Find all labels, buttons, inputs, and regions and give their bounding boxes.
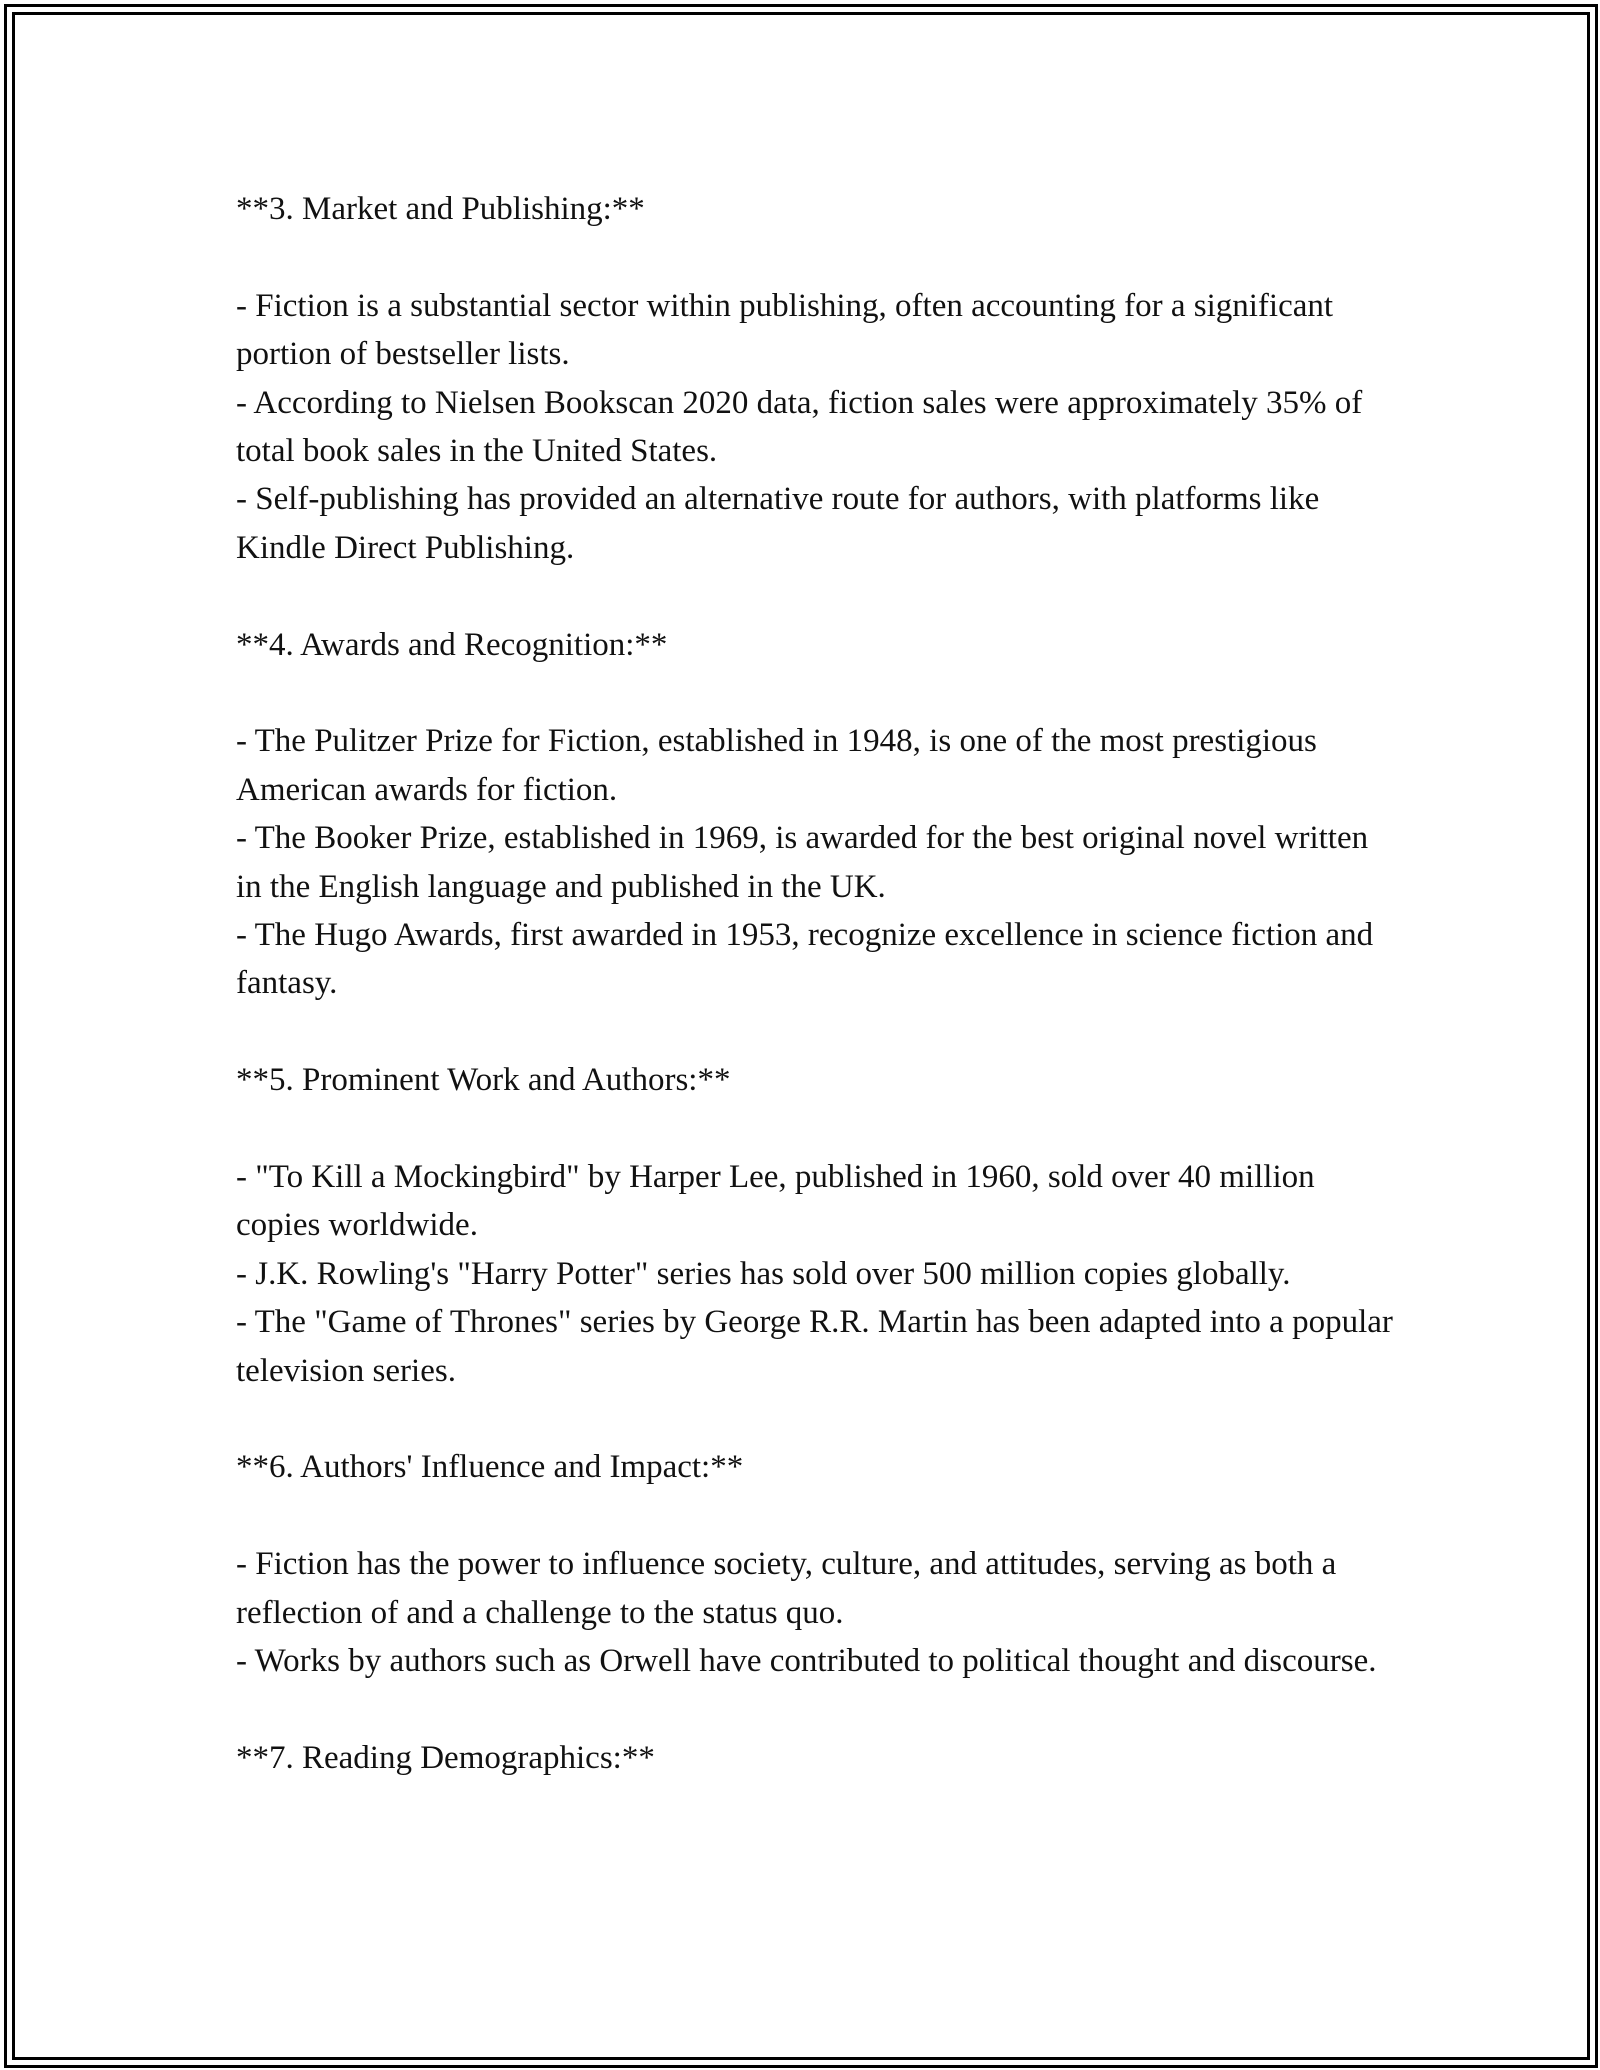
section-heading: **7. Reading Demographics:** [236, 1739, 655, 1776]
bullet-item: - "To Kill a Mockingbird" by Harper Lee, published in 1960, sold over 40 million copies worldwide. [236, 1159, 1315, 1244]
section-prominent-work-authors [236, 1056, 1396, 1443]
section-heading: **5. Prominent Work and Authors:** [236, 1062, 731, 1099]
section-awards-recognition [236, 621, 1396, 1057]
section-heading: **6. Authors' Influence and Impact:** [236, 1449, 744, 1486]
section-authors-influence [236, 1443, 1396, 1733]
section-heading: **3. Market and Publishing:** [236, 191, 645, 227]
bullet-item: - The Booker Prize, established in 1969, is awarded for the best original novel written in the English language and published in the UK. [236, 820, 1369, 905]
bullet-item: - Fiction has the power to influence society, culture, and attitudes, serving as both a reflection of and a challenge to the status quo. [236, 1546, 1337, 1631]
bullet-item: - J.K. Rowling's "Harry Potter" series has sold over 500 million copies globally. [236, 1255, 1291, 1292]
bullet-item: - The Pulitzer Prize for Fiction, established in 1948, is one of the most prestigious American awards for fiction. [236, 723, 1317, 808]
section-market-publishing [236, 185, 1396, 621]
document-body [236, 185, 1396, 1782]
section-reading-demographics [236, 1734, 1396, 1782]
bullet-item: - The "Game of Thrones" series by George R.R. Martin has been adapted into a popular television series. [236, 1304, 1393, 1389]
bullet-item: - The Hugo Awards, first awarded in 1953, recognize excellence in science fiction and fantasy. [236, 917, 1374, 1002]
section-heading: **4. Awards and Recognition:** [236, 626, 668, 663]
bullet-item: - Works by authors such as Orwell have contributed to political thought and discourse. [236, 1643, 1377, 1680]
bullet-item: - Self-publishing has provided an alternative route for authors, with platforms like Kindle Direct Publishing. [236, 481, 1320, 566]
bullet-item: - According to Nielsen Bookscan 2020 data, fiction sales were approximately 35% of total book sales in the United States. [236, 384, 1363, 470]
bullet-item: - Fiction is a substantial sector within publishing, often accounting for a significant portion of bestseller lists. [236, 287, 1334, 373]
